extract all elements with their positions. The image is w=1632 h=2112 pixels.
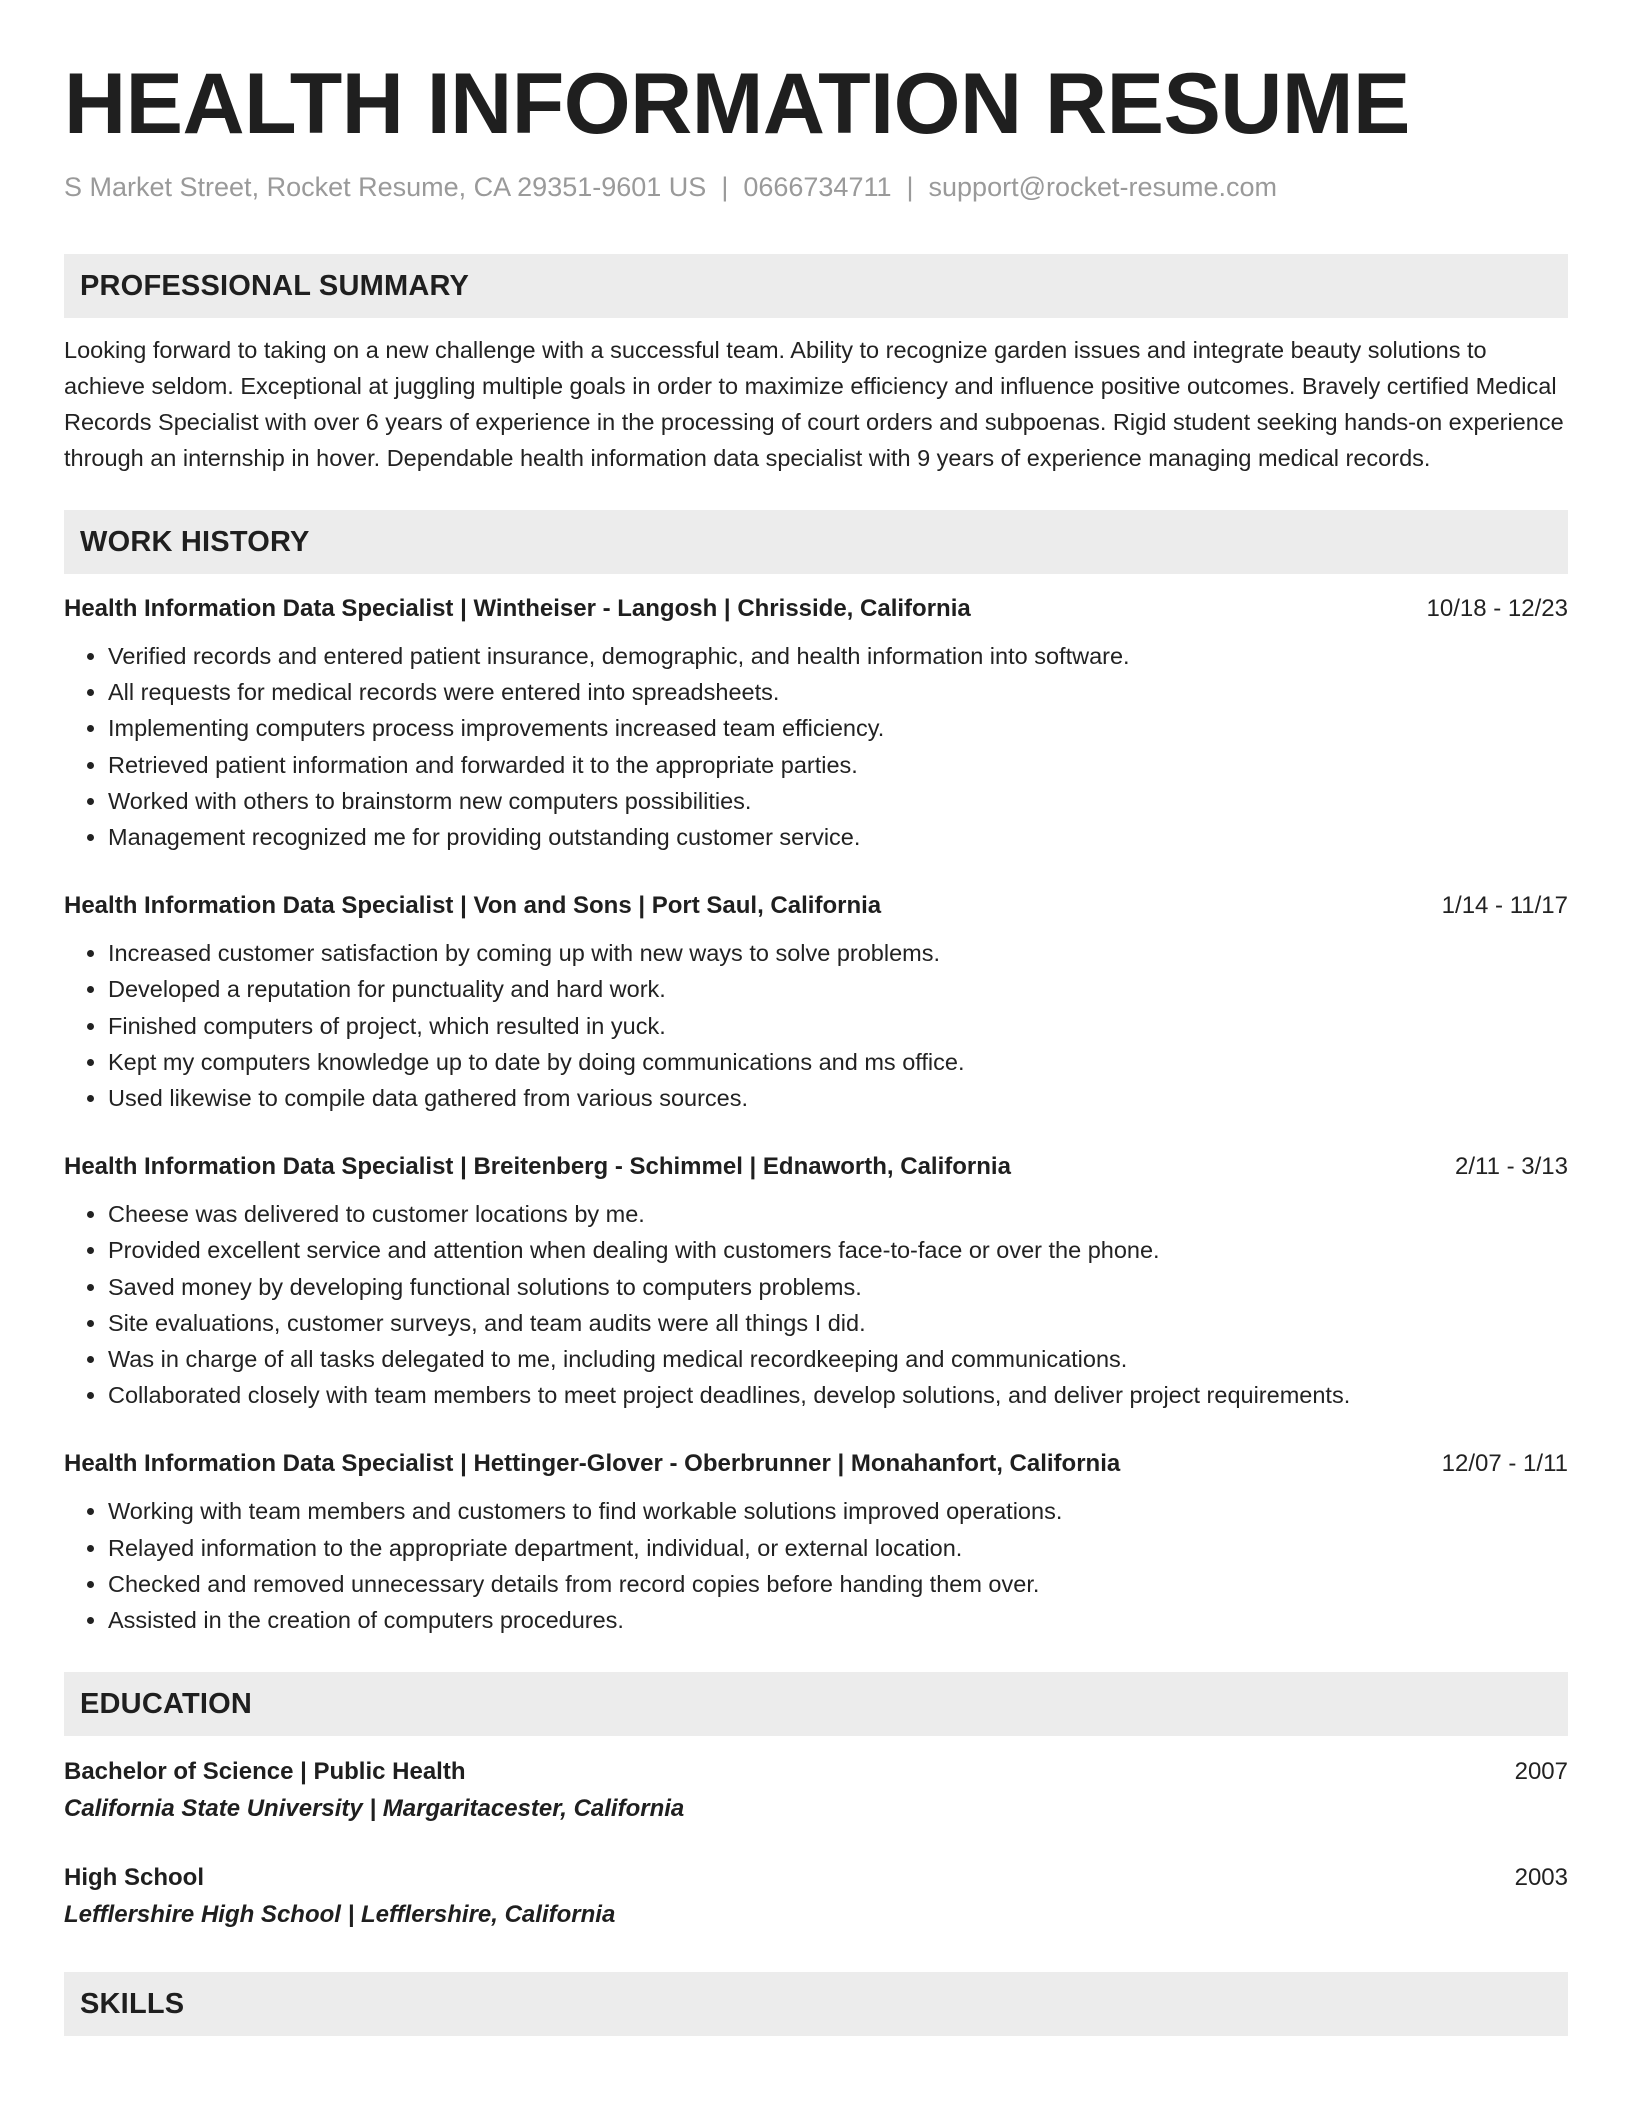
job-title: Health Information Data Specialist | Breitenberg - Schimmel | Ednaworth, California: [64, 1153, 1011, 1181]
job-bullet: • Worked with others to brainstorm new computers possibilities.: [108, 783, 1568, 819]
education-year: 2007: [1514, 1758, 1568, 1786]
job-bullet: • Implementing computers process improvements increased team efficiency.: [108, 710, 1568, 746]
job-entry: [64, 889, 1568, 1116]
job-bullet: • Increased customer satisfaction by coming up with new ways to solve problems.: [108, 935, 1568, 971]
education-entry: [64, 1860, 1568, 1934]
job-header: [64, 592, 1568, 626]
education-school: Lefflershire High School | Lefflershire, California: [64, 1901, 616, 1929]
job-bullet: • Finished computers of project, which resulted in yuck.: [108, 1008, 1568, 1044]
contact-separator: |: [906, 172, 914, 202]
job-bullet: • Saved money by developing functional solutions to computers problems.: [108, 1269, 1568, 1305]
job-bullet-list: [64, 935, 1568, 1116]
job-entry: [64, 592, 1568, 855]
job-bullet: • Kept my computers knowledge up to date by doing communications and ms office.: [108, 1044, 1568, 1080]
job-bullet-list: [64, 1196, 1568, 1413]
education-header: [64, 1860, 1568, 1896]
job-bullet: • Provided excellent service and attention when dealing with customers face-to-face or over the phone.: [108, 1232, 1568, 1268]
job-title: Health Information Data Specialist | Hettinger-Glover - Oberbrunner | Monahanfort, California: [64, 1450, 1121, 1478]
section-heading-summary: PROFESSIONAL SUMMARY: [64, 254, 1568, 318]
job-bullet: • Assisted in the creation of computers procedures.: [108, 1602, 1568, 1638]
section-heading-skills: SKILLS: [64, 1972, 1568, 2036]
education-school: California State University | Margaritacester, California: [64, 1795, 685, 1823]
section-heading-work-history: WORK HISTORY: [64, 510, 1568, 574]
education-header: [64, 1754, 1568, 1790]
job-bullet: • Used likewise to compile data gathered from various sources.: [108, 1080, 1568, 1116]
resume-title: HEALTH INFORMATION RESUME: [64, 56, 1410, 152]
contact-address: S Market Street, Rocket Resume, CA 29351-9601 US: [64, 172, 707, 202]
job-entry: [64, 1447, 1568, 1638]
job-bullet: • Developed a reputation for punctuality and hard work.: [108, 971, 1568, 1007]
job-bullet: • Cheese was delivered to customer locations by me.: [108, 1196, 1568, 1232]
contact-separator: |: [721, 172, 729, 202]
education-entry: [64, 1754, 1568, 1828]
job-bullet: • All requests for medical records were entered into spreadsheets.: [108, 674, 1568, 710]
education-year: 2003: [1514, 1864, 1568, 1892]
contact-email: support@rocket-resume.com: [928, 172, 1278, 202]
job-bullet: • Verified records and entered patient insurance, demographic, and health information into software.: [108, 638, 1568, 674]
job-title: Health Information Data Specialist | Wintheiser - Langosh | Chrisside, California: [64, 595, 971, 622]
job-bullet: • Site evaluations, customer surveys, and team audits were all things I did.: [108, 1305, 1568, 1341]
contact-phone: 0666734711: [743, 172, 892, 202]
job-title: Health Information Data Specialist | Von and Sons | Port Saul, California: [64, 892, 882, 920]
job-bullet: • Management recognized me for providing outstanding customer service.: [108, 819, 1568, 855]
job-header: [64, 1447, 1568, 1481]
job-header: [64, 889, 1568, 923]
job-bullet-list: [64, 638, 1568, 855]
section-heading-education: EDUCATION: [64, 1672, 1568, 1736]
job-bullet-list: [64, 1493, 1568, 1638]
job-bullet: • Collaborated closely with team members to meet project deadlines, develop solutions, and deliver project requirements.: [108, 1377, 1568, 1413]
job-dates: 1/14 - 11/17: [1441, 892, 1568, 920]
contact-line: [64, 170, 1568, 204]
job-entry: [64, 1150, 1568, 1413]
job-bullet: • Checked and removed unnecessary details from record copies before handing them over.: [108, 1566, 1568, 1602]
education-degree: Bachelor of Science | Public Health: [64, 1758, 466, 1786]
job-header: [64, 1150, 1568, 1184]
job-dates: 10/18 - 12/23: [1426, 595, 1568, 622]
job-bullet: • Was in charge of all tasks delegated to me, including medical recordkeeping and communications.: [108, 1341, 1568, 1377]
job-bullet: • Working with team members and customers to find workable solutions improved operations.: [108, 1493, 1568, 1529]
job-dates: 2/11 - 3/13: [1455, 1153, 1568, 1181]
education-degree: High School: [64, 1864, 204, 1892]
job-bullet: • Retrieved patient information and forwarded it to the appropriate parties.: [108, 747, 1568, 783]
job-dates: 12/07 - 1/11: [1441, 1450, 1568, 1478]
job-bullet: • Relayed information to the appropriate department, individual, or external location.: [108, 1530, 1568, 1566]
summary-text: Looking forward to taking on a new challenge with a successful team. Ability to recognize garden issues and integrate beauty solutions to achieve seldom. Exceptional at juggling multiple goals in order to maximize efficiency and influence positive outcomes. Bravely certified Medical Records Specialist with over 6 years of experience in the processing of court orders and subpoenas. Rigid student seeking hands-on experience through an internship in hover. Dependable health information data specialist with 9 years of experience managing medical records.: [64, 337, 1564, 471]
